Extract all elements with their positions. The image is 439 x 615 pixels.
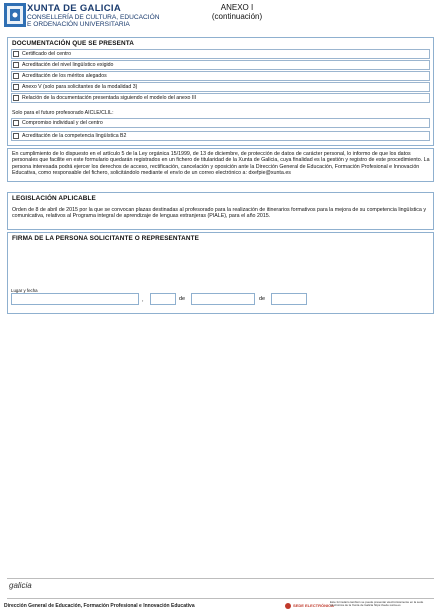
directorate-name: Dirección General de Educación, Formación Profesional e Innovación Educativa [4, 603, 195, 609]
documentation-section [7, 37, 434, 146]
checkbox[interactable] [13, 95, 19, 101]
annex-continuation: (continuación) [211, 12, 263, 21]
place-date-label: Lugar y fecha [11, 288, 38, 293]
doc-item-anexo-v[interactable] [11, 82, 430, 92]
checkbox[interactable] [13, 73, 19, 79]
legislation-text: Orden de 8 de abril de 2015 por la que se convocan plazas destinadas al profesorado para la realización de itinerarios formativos para la mejora de su competencia lingüística y comunicativa, relativos al Programa integral de aprendizaje de lenguas extranjeras (PIALE), para el año 2015. [12, 207, 426, 220]
future-teachers-label: Solo para el futuro profesorado AICLE/CLIL: [12, 110, 114, 116]
signature-title: FIRMA DE LA PERSONA SOLICITANTE O REPRESENTANTE [12, 235, 199, 242]
department-line-2: E ORDENACIÓN UNIVERSITARIA [27, 21, 130, 29]
signature-section [7, 232, 434, 314]
comma-separator: , [142, 297, 144, 303]
doc-item-label: Relación de la documentación presentada siguiendo el modelo del anexo III [22, 95, 197, 101]
de-separator: de [179, 296, 186, 302]
checkbox[interactable] [13, 133, 19, 139]
doc-item-nivel-linguistico[interactable] [11, 60, 430, 70]
doc-item-certificado[interactable] [11, 49, 430, 59]
privacy-text: En cumplimiento de lo dispuesto en el artículo 5 de la Ley orgánica 15/1999, de 13 de diciembre, de protección de datos de carácter personal, lo informo de que los datos personales que facilite en este formulario quedarán registrados en un fichero de titularidad de la Xunta de Galicia, cuya finalidad es la gestión y registro de este procedimiento. La persona interesada podrá ejercer los derechos de acceso, rectificación, cancelación y oposición ante la Dirección General de Educación, Formación Profesional e Innovación Educativa, como responsable del fichero, solicitándolo mediante el envío de un correo electrónico a: dxefpie@xunta.es [12, 151, 430, 176]
checkbox[interactable] [13, 51, 19, 57]
doc-item-label: Acreditación del nivel lingüístico exigido [22, 62, 114, 68]
doc-item-label: Acreditación de los méritos alegados [22, 73, 107, 79]
legislation-section [7, 192, 434, 230]
annex-heading [206, 3, 268, 21]
day-field[interactable] [150, 293, 176, 305]
sede-text: Este formulario también se puede presentar electrónicamente en la sede electrónica de la Xunta de Galicia https://sede.xunta.es [330, 600, 424, 608]
doc-item-label: Acreditación de la competencia lingüística B2 [22, 133, 127, 139]
checkbox[interactable] [13, 84, 19, 90]
org-name: XUNTA DE GALICIA [27, 3, 121, 14]
privacy-section [7, 148, 434, 182]
annex-title: ANEXO I [220, 3, 254, 12]
department-line-1: CONSELLERÍA DE CULTURA, EDUCACIÓN [27, 14, 160, 21]
sede-icon [285, 603, 291, 609]
doc-item-label: Anexo V (solo para solicitantes de la modalidad 3) [22, 84, 138, 90]
footer-divider [7, 578, 434, 579]
sede-label: SEDE ELECTRÓNICA [293, 603, 334, 608]
doc-item-compromiso[interactable] [11, 118, 430, 128]
xunta-shield-logo [4, 3, 26, 27]
footer-divider-bottom [7, 598, 434, 599]
de-separator: de [259, 296, 266, 302]
month-field[interactable] [191, 293, 255, 305]
doc-item-label: Compromiso individual y del centro [22, 120, 103, 126]
doc-item-competencia-b2[interactable] [11, 131, 430, 141]
department-name [27, 14, 160, 29]
doc-item-label: Certificado del centro [22, 51, 72, 57]
checkbox[interactable] [13, 62, 19, 68]
place-field[interactable] [11, 293, 139, 305]
year-field[interactable] [271, 293, 307, 305]
doc-item-meritos[interactable] [11, 71, 430, 81]
checkbox[interactable] [13, 120, 19, 126]
galicia-logo: galicia [9, 581, 32, 590]
doc-item-relacion[interactable] [11, 93, 430, 103]
documentation-title: DOCUMENTACIÓN QUE SE PRESENTA [12, 40, 134, 47]
legislation-title: LEGISLACIÓN APLICABLE [12, 195, 96, 202]
